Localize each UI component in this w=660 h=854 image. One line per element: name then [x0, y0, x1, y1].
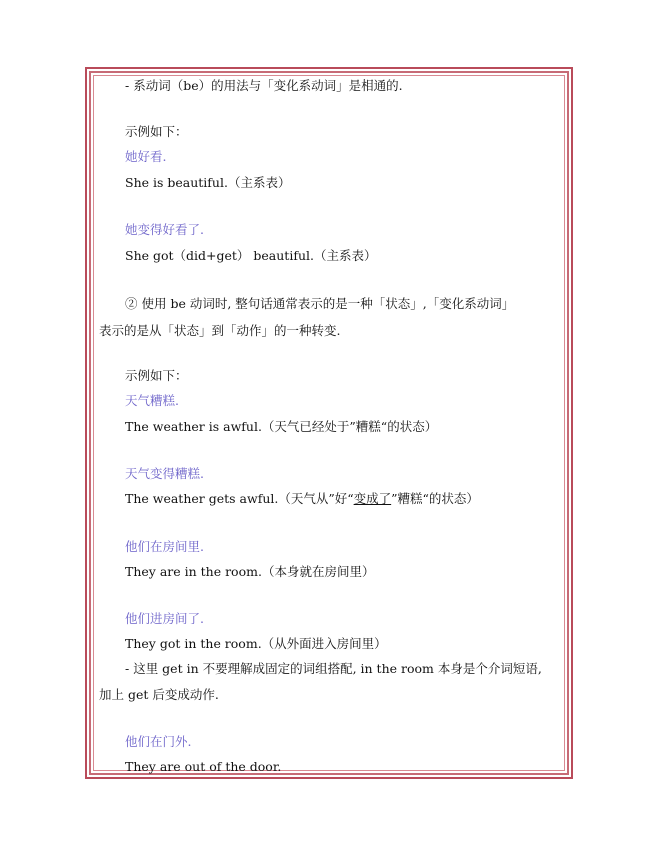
english-example: They are in the room.（本身就在房间里）	[125, 564, 375, 579]
chinese-example: 天气变得糟糕.	[125, 466, 204, 481]
paragraph-line: ② 使用 be 动词时, 整句话通常表示的是一种「状态」,「变化系动词」	[125, 296, 515, 311]
example-heading: 示例如下：	[125, 124, 188, 139]
chinese-example: 他们在房间里.	[125, 539, 204, 554]
english-example	[125, 488, 479, 510]
paragraph-line: 表示的是从「状态」到「动作」的一种转变.	[99, 323, 341, 338]
chinese-example: 她变得好看了.	[125, 222, 204, 237]
chinese-example: 他们在门外.	[125, 734, 192, 749]
chinese-example: 她好看.	[125, 149, 167, 164]
english-example: They are out of the door.	[125, 759, 282, 774]
underlined-text: 变成了	[353, 491, 392, 506]
english-example: The weather is awful.（天气已经处于”糟糕“的状态）	[125, 419, 438, 434]
example-heading: 示例如下：	[125, 368, 188, 383]
chinese-example: 天气糟糕.	[125, 393, 179, 408]
english-example: She is beautiful.（主系表）	[125, 175, 291, 190]
note-line: - 系动词（be）的用法与「变化系动词」是相通的.	[125, 78, 403, 93]
text-segment: The weather gets awful.（天气从”好“	[125, 491, 354, 506]
text-segment: ”糟糕“的状态）	[391, 491, 479, 506]
chinese-example: 他们进房间了.	[125, 611, 204, 626]
note-line: - 这里 get in 不要理解成固定的词组搭配, in the room 本身是个介词短语,	[125, 661, 542, 676]
english-example: They got in the room.（从外面进入房间里）	[125, 636, 387, 651]
note-line: 加上 get 后变成动作.	[99, 687, 219, 702]
english-example: She got（did+get） beautiful.（主系表）	[125, 248, 377, 263]
